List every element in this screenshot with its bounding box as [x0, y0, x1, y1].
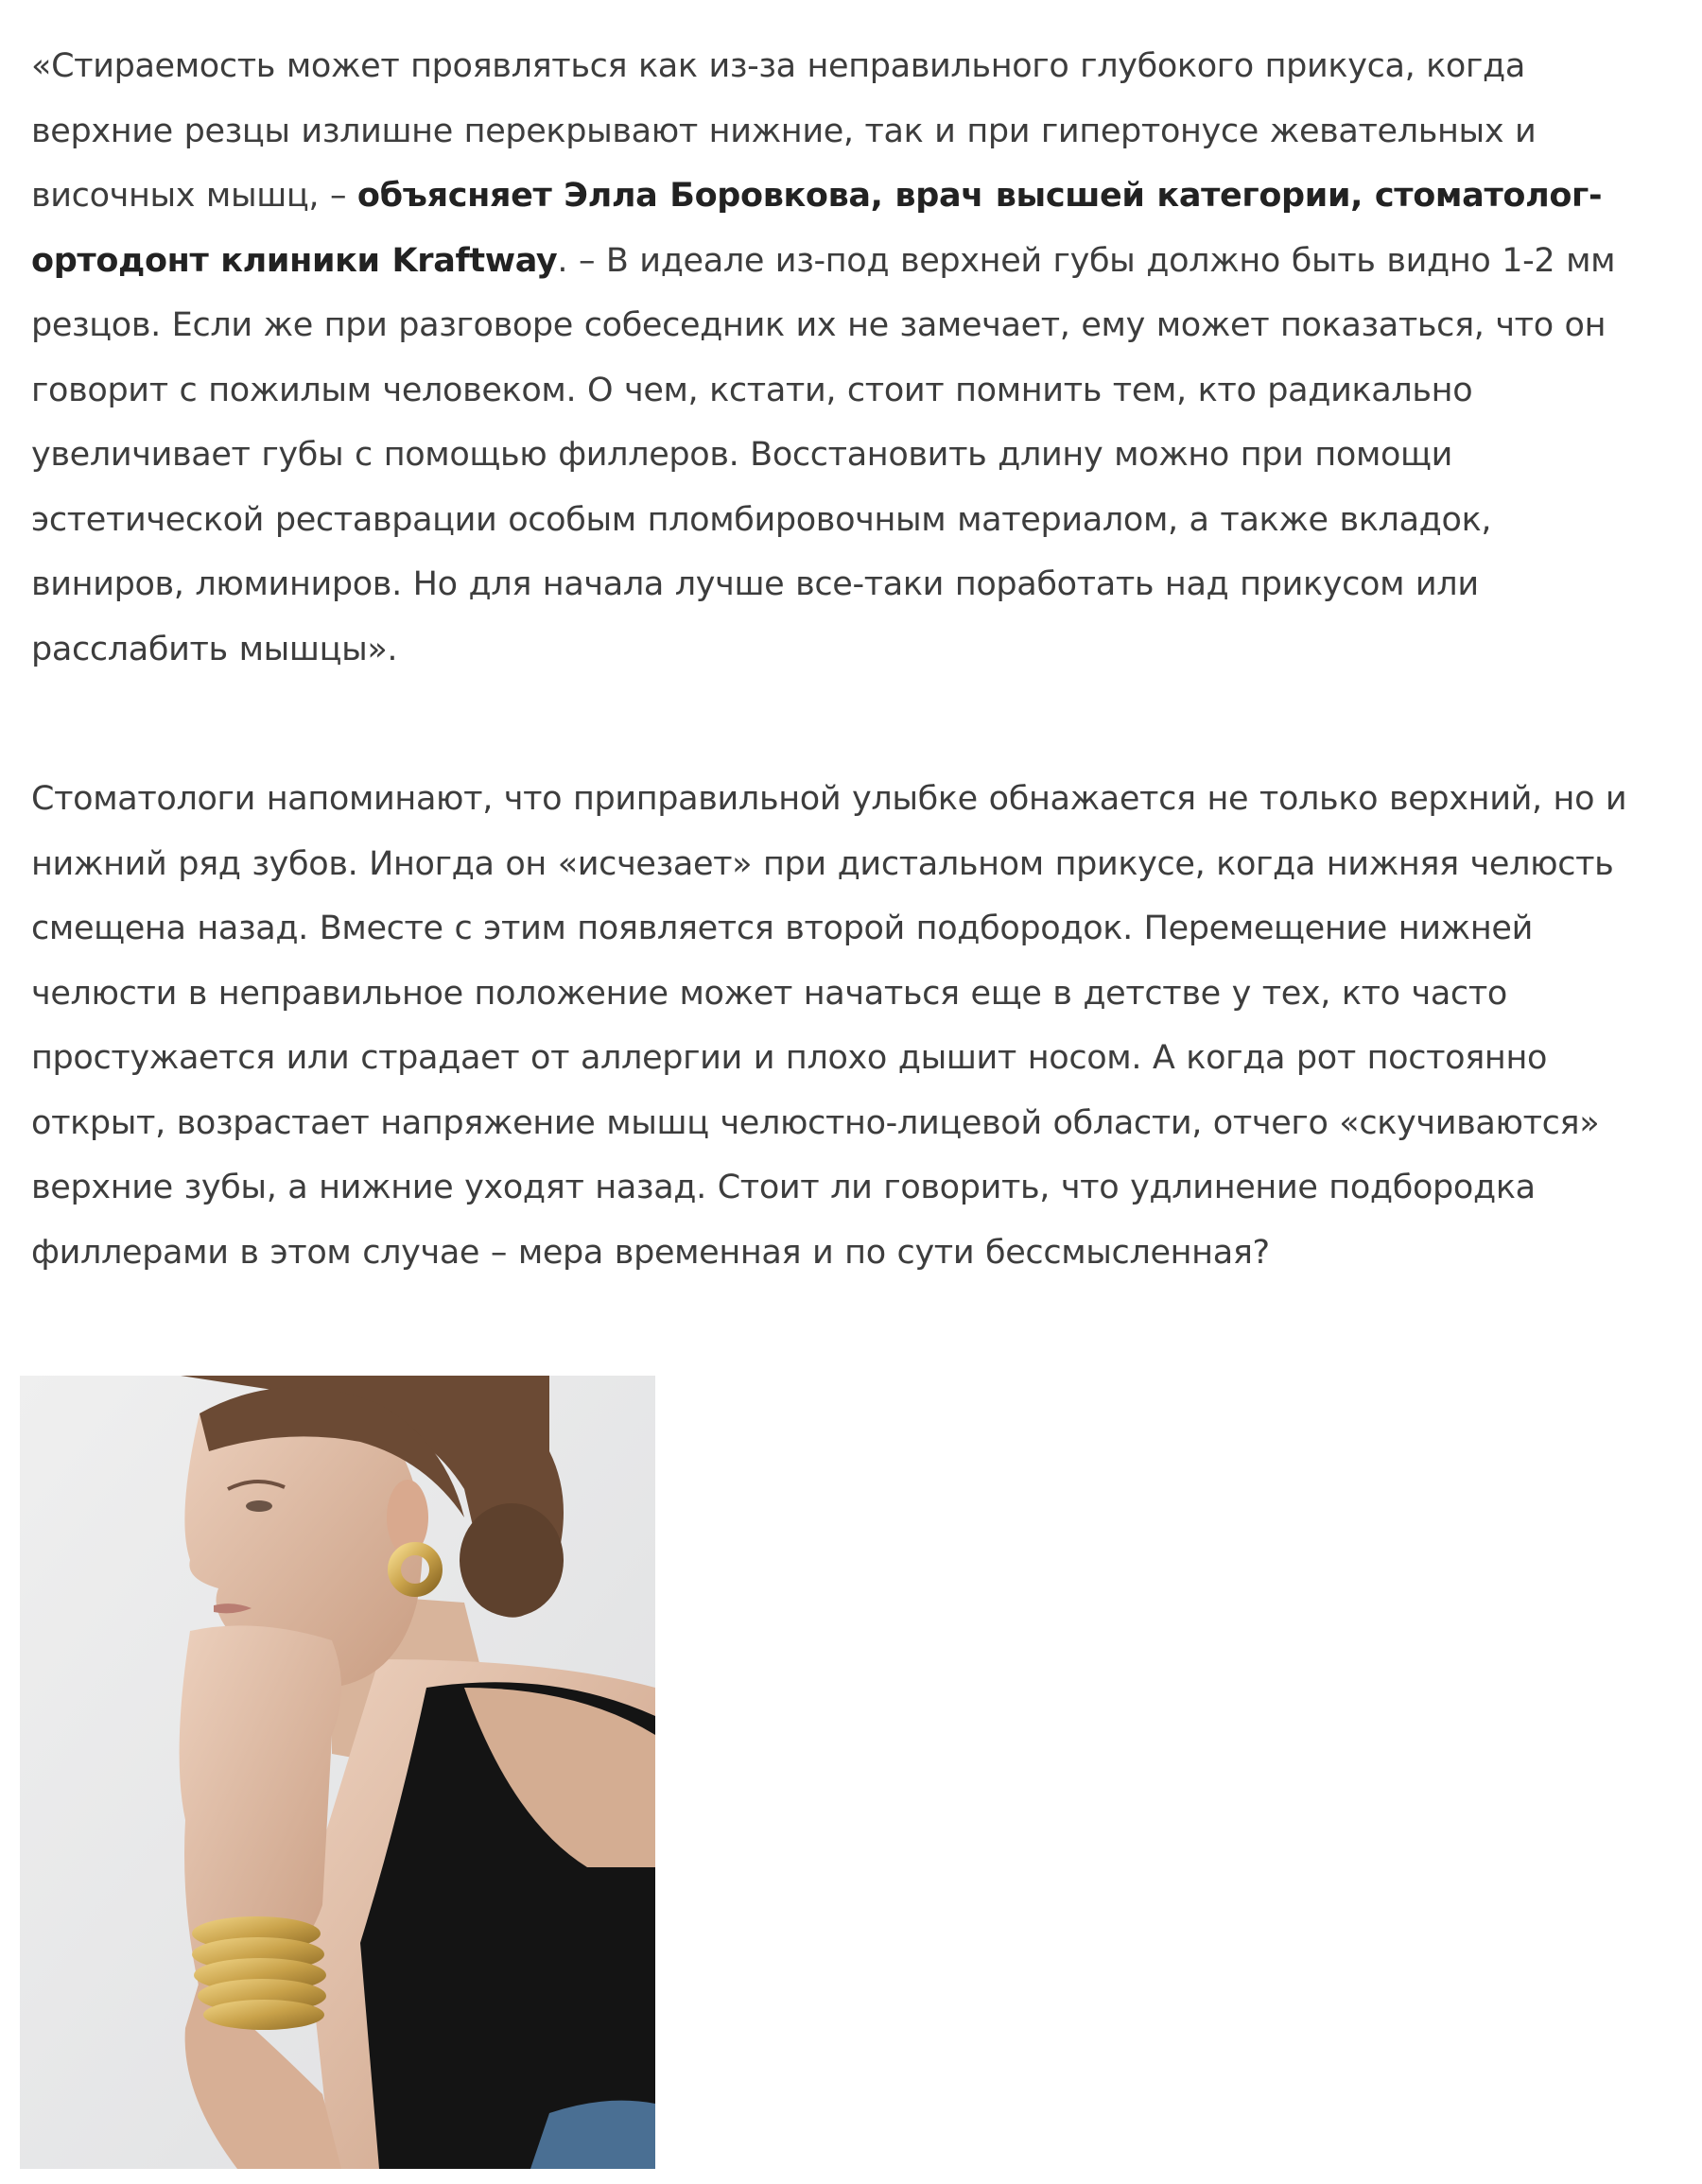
- article-paragraph: [31, 34, 1639, 682]
- quote-text-continued: . – В идеале из-под верхней губы должно быть видно 1-2 мм резцов. Если же при разговоре собеседник их не замечает, ему может показаться, что он говорит с пожилым человеком. О чем, кстати, стоит помнить тем, кто радикально увеличивает губы с помощью филлеров. Восстановить длину можно при помощи эстетической реставрации особым пломбировочным материалом, а также вкладок, виниров, люминиров. Но для начала лучше все-таки поработать над прикусом или расслабить мышцы».: [31, 241, 1616, 668]
- expert-attribution: объясняет Элла Боровкова, врач высшей категории, стоматолог-ортодонт клиники Kraftway: [31, 177, 1603, 280]
- quote-text: «Стираемость может проявляться как из-за неправильного глубокого прикуса, когда верхние резцы излишне перекрывают нижние, так и при гипертонусе жевательных и височных мышц, –: [31, 47, 1537, 215]
- woman-portrait-image: [20, 1376, 655, 2169]
- article-paragraph: Стоматологи напоминают, что приправильной улыбке обнажается не только верхний, но и нижний ряд зубов. Иногда он «исчезает» при дистальном прикусе, когда нижняя челюсть смещена назад. Вместе с этим появляется второй подбородок. Перемещение нижней челюсти в неправильное положение может начаться еще в детстве у тех, кто часто простужается или страдает от аллергии и плохо дышит носом. А когда рот постоянно открыт, возрастает напряжение мышц челюстно-лицевой области, отчего «скучиваются» верхние зубы, а нижние уходят назад. Стоит ли говорить, что удлинение подбородка филлерами в этом случае – мера временная и по сути бессмысленная?: [31, 780, 1627, 1272]
- article-body: [31, 34, 1639, 1285]
- bracelets: [192, 1916, 326, 2030]
- article-photo: [20, 1376, 655, 2169]
